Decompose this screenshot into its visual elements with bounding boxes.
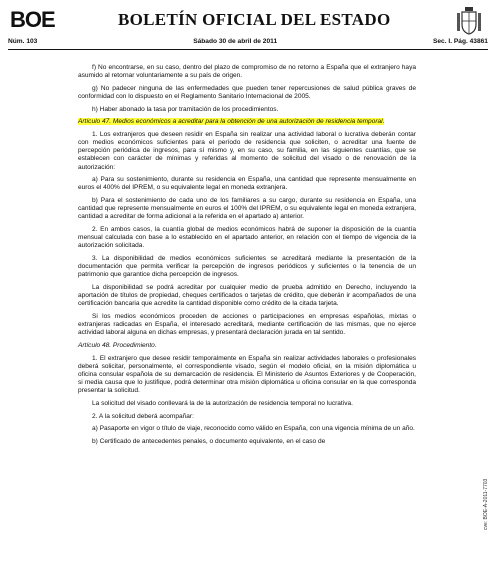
paragraph-f: f) No encontrarse, en su caso, dentro del plazo de compromiso de no retorno a España que el extranjero haya asumido al retornar voluntariamente a su país de origen.	[78, 64, 416, 80]
paragraph-47-1: 1. Los extranjeros que deseen residir en España sin realizar una actividad laboral o lucrativa deberán contar con medios económicos suficientes para el período de residencia que soliciten, o acreditar una fuente de percepción periódica de ingresos, para sí mismo y, en su caso, su familia, en las siguientes cuantías, que se establecen con carácter de mínimas y referidas al momento de solicitud del visado o de renovación de la autorización:	[78, 130, 416, 171]
document-body	[78, 64, 416, 450]
paragraph-48-1b: La solicitud del visado conllevará la de la autorización de residencia temporal no lucrativa.	[92, 399, 353, 407]
highlighted-article-title: Artículo 47. Medios económicos a acreditar para la obtención de una autorización de residencia temporal.	[78, 118, 385, 126]
header-metadata	[8, 38, 488, 45]
boe-logo: BOE	[10, 7, 55, 32]
spanish-coat-of-arms-icon	[456, 6, 482, 36]
gazette-title: BOLETÍN OFICIAL DEL ESTADO	[118, 10, 391, 29]
issue-number: Núm. 103	[8, 38, 38, 45]
article-47-heading	[78, 118, 416, 126]
paragraph-47-3c: Si los medios económicos proceden de acciones o participaciones en empresas españolas, mixtas o extranjeras radicadas en España, el interesado acreditará, mediante certificación de las mismas, que no ejerce actividad laboral alguna en dichas empresas, y presentará declaración jurada en tal sentido.	[78, 312, 416, 337]
paragraph-47-1b: b) Para el sostenimiento de cada uno de los familiares a su cargo, durante su residencia en España, una cantidad que represente mensualmente en euros el 100% del IPREM, o su equivalente legal en moneda extranjera, cantidad a acreditar de forma adicional a la referida en el apartado a) anterior.	[78, 196, 416, 221]
paragraph-48-2a: a) Pasaporte en vigor o título de viaje, reconocido como válido en España, con una vigencia mínima de un año.	[92, 425, 415, 433]
paragraph-47-3: 3. La disponibilidad de medios económicos suficientes se acreditará mediante la presentación de la documentación que permita verificar la percepción de ingresos periódicos y suficientes o la tenencia de un patrimonio que garantice dicha percepción de ingresos.	[78, 254, 416, 279]
header-divider	[8, 49, 488, 50]
document-verification-code: cve: BOE-A-2011-7703	[483, 478, 489, 530]
paragraph-47-2: 2. En ambos casos, la cuantía global de medios económicos habrá de suponer la disposición de la cuantía mensual calculada con base a lo establecido en el apartado anterior, en relación con el tiempo de vigencia de la autorización solicitada.	[78, 225, 416, 250]
article-48-heading: Artículo 48. Procedimiento.	[78, 341, 157, 349]
paragraph-48-2: 2. A la solicitud deberá acompañar:	[92, 412, 194, 420]
paragraph-47-3b: La disponibilidad se podrá acreditar por cualquier medio de prueba admitido en Derecho, incluyendo la aportación de títulos de propiedad, cheques certificados o tarjetas de crédito, que deberán ir acompañados de una certificación bancaria que acredite la cantidad disponible como crédito de la citada tarjeta.	[78, 283, 416, 308]
document-header	[8, 6, 488, 34]
paragraph-47-1a: a) Para su sostenimiento, durante su residencia en España, una cantidad que represente mensualmente en euros el 400% del IPREM, o su equivalente legal en moneda extranjera.	[78, 176, 416, 192]
paragraph-48-2b: b) Certificado de antecedentes penales, o documento equivalente, en el caso de	[92, 437, 326, 445]
issue-date: Sábado 30 de abril de 2011	[193, 38, 278, 45]
paragraph-h: h) Haber abonado la tasa por tramitación de los procedimientos.	[92, 105, 279, 113]
paragraph-48-1: 1. El extranjero que desee residir temporalmente en España sin realizar actividades laborales o profesionales deberá solicitar, personalmente, el correspondiente visado, según el modelo oficial, en la misión diplomática u oficina consular española de su demarcación de residencia. El Ministerio de Asuntos Exteriores y de Cooperación, si media causa que lo justifique, podrá determinar otra misión diplomática u oficina consular en la que corresponda presentar la solicitud.	[78, 354, 416, 395]
paragraph-g: g) No padecer ninguna de las enfermedades que pueden tener repercusiones de salud pública graves de conformidad con lo dispuesto en el Reglamento Sanitario Internacional de 2005.	[78, 84, 416, 100]
section-page: Sec. I. Pág. 43861	[432, 38, 488, 45]
